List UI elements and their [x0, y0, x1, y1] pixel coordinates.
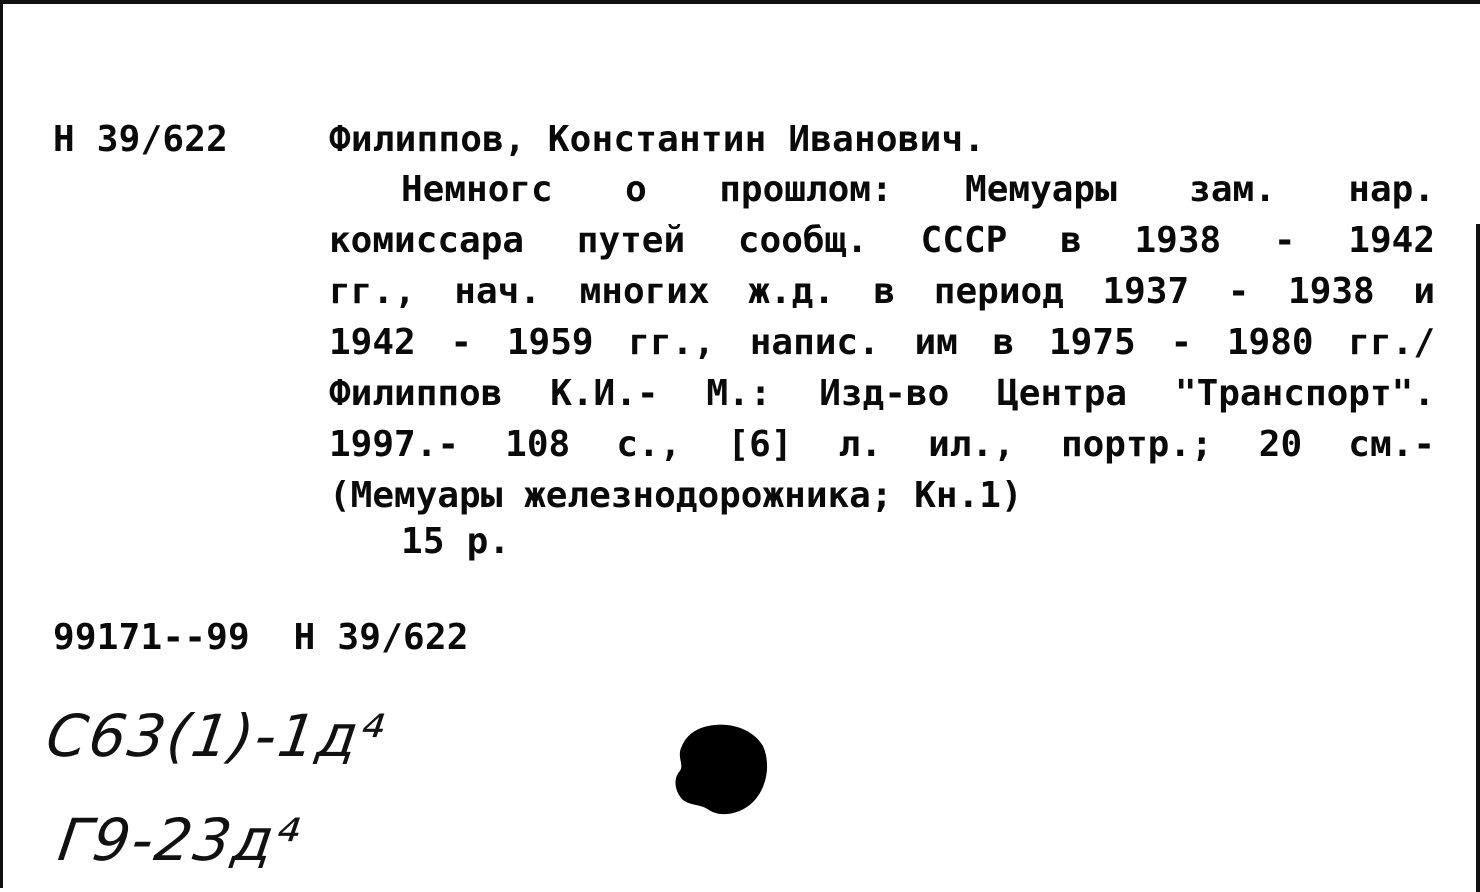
handwritten-classification: С63(1)-1д⁴ [42, 702, 390, 770]
price: 15 р. [401, 521, 511, 562]
author-heading: Филиппов, Константин Иванович. [329, 119, 986, 160]
description-line: 1997.- 108 с., [6] л. ил., портр.; 20 см.- [329, 424, 1435, 465]
description-line: гг., нач. многих ж.д. в период 1937 - 1938 и [329, 271, 1435, 312]
description-line: Филиппов К.И.- М.: Изд-во Центра "Транспорт". [329, 373, 1435, 414]
bibliographic-description [329, 170, 1435, 527]
accession-number: 99171--99 Н 39/622 [53, 617, 469, 658]
description-line: 1942 - 1959 гг., напис. им в 1975 - 1980 гг./ [329, 322, 1435, 363]
ink-blot [671, 722, 769, 818]
description-line: (Мемуары железнодорожника; Кн.1) [329, 475, 1023, 516]
handwritten-classification: Г9-23д⁴ [54, 806, 306, 874]
call-number: Н 39/622 [53, 119, 228, 160]
description-line: Немногс о прошлом: Мемуары зам. нар. [401, 169, 1435, 210]
description-line: комиссара путей сообщ. СССР в 1938 - 1942 [329, 220, 1435, 261]
